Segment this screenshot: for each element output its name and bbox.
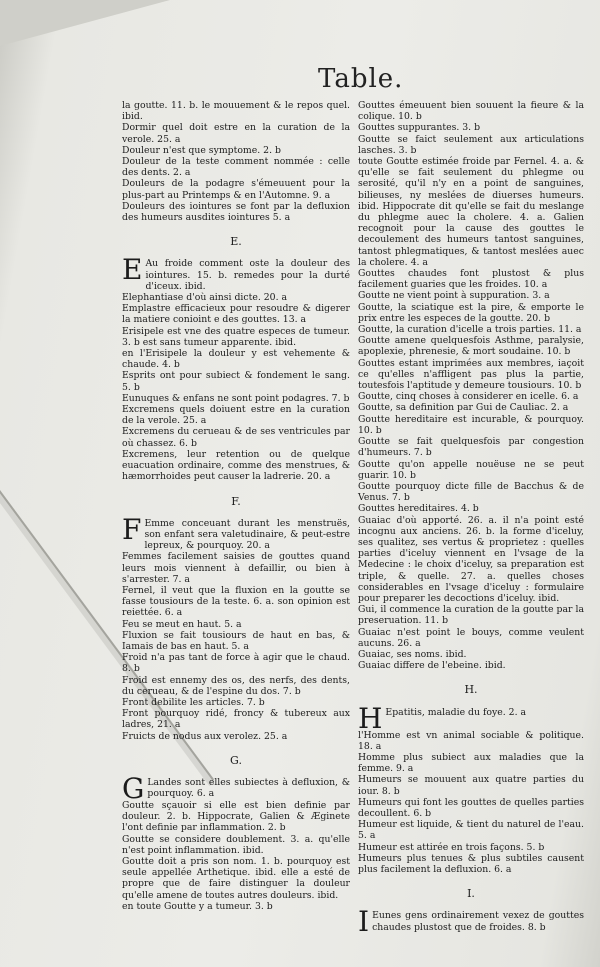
index-entry: Goutte, cinq choses à considerer en icelle. 6. a [358, 391, 579, 403]
index-entry: la goutte. 11. b. le mouuement & le repos quel. ibid. [122, 100, 350, 123]
entry-text: Epatitis, maladie du foye. 2. a [385, 706, 527, 718]
index-entry: en toute Goutte y a tumeur. 3. b [122, 900, 273, 912]
index-entry: Elephantiase d'où ainsi dicte. 20. a [122, 292, 288, 304]
index-entry: Gouttes estant imprimées aux membres, iaçoit ce qu'elles n'affligent pas plus la partie, toutesfois l'aptitude y demeure tousiours. 10. b [358, 357, 584, 392]
index-entry: Excremens, leur retention ou de quelque euacuation ordinaire, comme des menstrues, & hæmorrhoides peut causer la ladrerie. 20. a [122, 448, 350, 483]
index-entry: Erisipele est vne des quatre especes de tumeur. 3. b est sans tumeur apparente. ibid. [122, 325, 350, 348]
index-entry: Goutte, la curation d'icelle a trois parties. 11. a [358, 324, 582, 336]
index-entry: Dormir quel doit estre en la curation de la verole. 25. a [122, 122, 350, 145]
folded-corner [0, 0, 170, 46]
index-entry: en l'Erisipele la douleur y est vehemente & chaude. 4. b [122, 348, 350, 371]
index-entry: Goutte se faict seulement aux articulations lasches. 3. b [358, 133, 584, 156]
index-entry: Goutte pourquoy dicte fille de Bacchus & de Venus. 7. b [358, 480, 584, 504]
index-entry: Humeurs se mouuent aux quatre parties du iour. 8. b [358, 774, 584, 797]
index-entry [358, 701, 584, 735]
index-entry: Fernel, il veut que la fluxion en la goutte se fasse tousiours de la teste. 6. a. son opinion est reiettée. 6. a [122, 584, 350, 619]
index-entry: Guaiac, ses noms. ibid. [358, 648, 467, 660]
entry-text: Au froide comment oste la douleur des iointures. 15. b. remedes pour la durté d'iceux. ibid. [145, 258, 350, 292]
index-entry: Feu se meut en haut. 5. a [122, 618, 242, 630]
index-entry [122, 512, 350, 552]
index-entry: Douleurs de la podagre s'émeuuent pour la plus-part au Printemps & en l'Automne. 9. a [122, 178, 350, 201]
index-entry: Esprits ont pour subiect & fondement le sang. 5. b [122, 370, 350, 393]
drop-cap: G [122, 771, 145, 805]
section-letter: H. [464, 683, 478, 697]
index-entry: Emplastre efficacieux pour resoudre & digerer la matiere conioint e des gouttes. 13. a [122, 303, 350, 326]
index-entry: Goutte sçauoir si elle est bien definie par douleur. 2. b. Hippocrate, Galien & Æginete l'ont definie par inflammation. 2. b [122, 799, 350, 834]
index-entry: Goutte amene quelquesfois Asthme, paralysie, apoplexie, phrenesie, & mort soudaine. 10. b [358, 335, 584, 358]
index-entry: Goutte, sa definition par Gui de Cauliac. 2. a [358, 402, 569, 414]
index-entry: Froid est ennemy des os, des nerfs, des dents, du cerueau, & de l'espine du dos. 7. b [122, 674, 350, 697]
index-entry: l'Homme est vn animal sociable & politique. 18. a [358, 729, 584, 752]
entry-text: Emme conceuant durant les menstruës, son enfant sera valetudinaire, & peut-estre lepreux, & pourquoy. 20. a [144, 517, 350, 552]
index-entry: Froid n'a pas tant de force à agir que le chaud. 8. b [122, 652, 350, 675]
index-entry: Humeurs plus tenues & plus subtiles causent plus facilement la defluxion. 6. a [358, 852, 584, 875]
section-letter: F. [231, 494, 241, 508]
index-entry: Goutte doit a pris son nom. 1. b. pourquoy est seule appellée Arthetique. ibid. elle a esté de propre que de faire distinguer la douleur qu'elle amene de toutes autres douleurs. ibid. [122, 855, 350, 901]
section-letter: I. [467, 887, 475, 901]
section-letter: G. [230, 753, 242, 767]
index-entry: Douleur n'est que symptome. 2. b [122, 144, 281, 156]
drop-cap: F [122, 512, 142, 546]
index-entry: Femmes facilement saisies de gouttes quand leurs mois viennent à defaillir, ou bien à s'arrester. 7. a [122, 551, 350, 585]
index-column-left [122, 100, 350, 912]
index-entry: Goutte hereditaire est incurable, & pourquoy. 10. b [358, 413, 584, 436]
section-letter: E. [230, 235, 242, 249]
index-entry: Front debilite les articles. 7. b [122, 696, 265, 708]
index-entry: Humeur est liquide, & tient du naturel de l'eau. 5. a [358, 819, 584, 842]
entry-text: Eunes gens ordinairement vexez de gouttes chaudes plustost que de froides. 8. b [372, 910, 584, 933]
drop-cap: H [358, 701, 383, 735]
index-entry: Guaiac n'est point le bouys, comme veulent aucuns. 26. a [358, 626, 584, 649]
index-entry: Guaiac differe de l'ebeine. ibid. [358, 660, 506, 672]
index-entry: toute Goutte estimée froide par Fernel. 4. a. & qu'elle se fait seulement du phlegme ou serosité, qu'il n'y en a point de sanguines, bilieuses, ny meslées de diuerses humeurs. ibid. Hippocrate dit qu'elle se fait du meslange du phlegme auec la cholere. 4. a. Galien recognoit pour la cause des gouttes le decoulement des humeurs tantost sanguines, tantost phlegmatiques, & tantost meslées auec la cholere. 4. a [358, 156, 584, 268]
index-column-right [358, 100, 584, 939]
index-entry: Goutte se fait quelquesfois par congestion d'humeurs. 7. b [358, 436, 584, 459]
entry-text: Landes sont elles subiectes à defluxion, & pourquoy. 6. a [147, 776, 350, 800]
index-entry: Gouttes chaudes font plustost & plus facilement guaries que les froides. 10. a [358, 268, 584, 291]
index-entry: Fruicts de nodus aux verolez. 25. a [122, 730, 288, 742]
drop-cap: E [122, 253, 143, 287]
index-entry [122, 253, 350, 292]
index-entry: Gouttes émeuuent bien souuent la fieure & la colique. 10. b [358, 100, 584, 123]
index-entry: Excremens du cerueau & de ses ventricules par où chassez. 6. b [122, 426, 350, 449]
index-entry: Guaiac d'où apporté. 26. a. il n'a point esté incognu aux anciens. 26. b. la forme d'iceluy, ses qualitez, ses vertus & proprietez : quelles parties d'iceluy viennent en l'vsage de la Medecine : le choix d'iceluy, sa preparation est triple, & quelle. 27. a. quelles choses considerables en l'vsage d'iceluy : formulaire pour preparer les decoctions d'iceluy. ibid. [358, 514, 584, 604]
index-entry: Gouttes hereditaires. 4. b [358, 503, 479, 515]
index-entry: Douleur de la teste comment nommée : celle des dents. 2. a [122, 156, 350, 179]
index-entry: Goutte qu'on appelle nouëuse ne se peut guarir. 10. b [358, 458, 584, 481]
index-entry: Gouttes suppurantes. 3. b [358, 122, 481, 134]
index-entry [358, 905, 584, 939]
index-entry: Fluxion se fait tousiours de haut en bas, & Iamais de bas en haut. 5. a [122, 629, 350, 652]
index-entry: Goutte ne vient point à suppuration. 3. a [358, 290, 550, 302]
index-entry: Humeurs qui font les gouttes de quelles parties decoullent. 6. b [358, 796, 584, 819]
index-entry: Gui, il commence la curation de la goutte par la preseruation. 11. b [358, 604, 584, 627]
index-entry: Front pourquoy ridé, froncy & tubereux aux ladres, 21. a [122, 708, 350, 731]
index-entry: Excremens quels doiuent estre en la curation de la verole. 25. a [122, 404, 350, 427]
index-entry [122, 771, 350, 805]
index-entry: Douleurs des iointures se font par la defluxion des humeurs ausdites iointures 5. a [122, 200, 350, 224]
drop-cap: I [358, 905, 370, 939]
index-entry: Eunuques & enfans ne sont point podagres. 7. b [122, 392, 350, 404]
index-entry: Humeur est attirée en trois façons. 5. b [358, 841, 545, 853]
index-entry: Goutte, la sciatique est la pire, & emporte le prix entre les especes de la goutte. 20. b [358, 301, 584, 324]
index-entry: Homme plus subiect aux maladies que la femme. 9. a [358, 751, 584, 775]
page-title: Table. [318, 64, 404, 94]
index-entry: Goutte se considere doublement. 3. a. qu'elle n'est point inflammation. ibid. [122, 833, 350, 856]
